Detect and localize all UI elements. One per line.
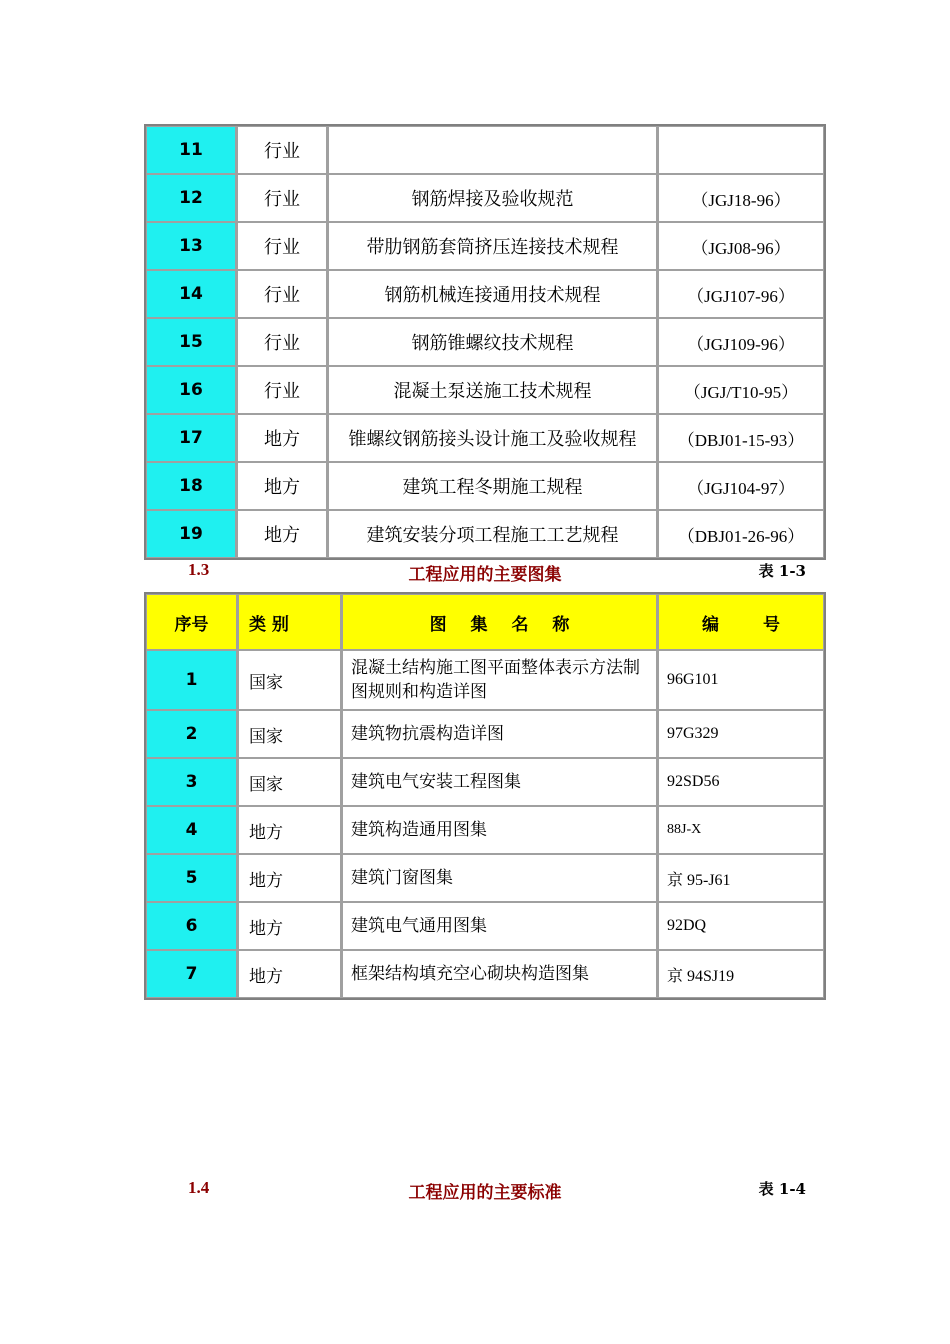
- standards-table-continued: [144, 124, 826, 560]
- table-row: [146, 950, 824, 998]
- row-name: 锥螺纹钢筋接头设计施工及验收规程: [327, 414, 657, 462]
- row-number: 16: [146, 366, 236, 414]
- row-code: 京 94SJ19: [657, 950, 824, 998]
- row-category: 国家: [237, 650, 341, 710]
- row-category: 国家: [237, 758, 341, 806]
- row-category: 行业: [236, 270, 327, 318]
- row-name: [327, 126, 657, 174]
- section-caption-1-4: [144, 1178, 826, 1204]
- table-label: 表 1-4: [758, 1180, 806, 1198]
- row-category: 地方: [236, 462, 327, 510]
- table-row: [146, 318, 824, 366]
- row-category: 地方: [237, 902, 341, 950]
- row-number: 14: [146, 270, 236, 318]
- row-number: 6: [146, 902, 237, 950]
- row-name: 混凝土泵送施工技术规程: [327, 366, 657, 414]
- row-code: （JGJ18-96）: [657, 174, 824, 222]
- row-category: 行业: [236, 222, 327, 270]
- table-row: [146, 854, 824, 902]
- row-code: （JGJ/T10-95）: [657, 366, 824, 414]
- row-name: 建筑电气通用图集: [341, 902, 657, 950]
- header-code: 编 号: [657, 594, 824, 650]
- row-category: 行业: [236, 126, 327, 174]
- row-name: 建筑工程冬期施工规程: [327, 462, 657, 510]
- row-category: 地方: [237, 806, 341, 854]
- row-number: 19: [146, 510, 236, 558]
- row-code: （DBJ01-15-93）: [657, 414, 824, 462]
- row-name: 建筑物抗震构造详图: [341, 710, 657, 758]
- table-row: [146, 710, 824, 758]
- row-number: 1: [146, 650, 237, 710]
- row-code: 92DQ: [657, 902, 824, 950]
- row-category: 地方: [236, 510, 327, 558]
- table-row: [146, 806, 824, 854]
- row-code: 京 95-J61: [657, 854, 824, 902]
- table-row: [146, 414, 824, 462]
- table-row: [146, 126, 824, 174]
- atlas-table: [144, 592, 826, 1000]
- table-header-row: [146, 594, 824, 650]
- row-number: 15: [146, 318, 236, 366]
- table-row: [146, 222, 824, 270]
- row-code: [657, 126, 824, 174]
- row-number: 11: [146, 126, 236, 174]
- table-row: [146, 462, 824, 510]
- row-name: 建筑门窗图集: [341, 854, 657, 902]
- row-number: 7: [146, 950, 237, 998]
- row-code: 88J-X: [657, 806, 824, 854]
- row-number: 4: [146, 806, 237, 854]
- row-name: 建筑安装分项工程施工工艺规程: [327, 510, 657, 558]
- row-category: 行业: [236, 366, 327, 414]
- row-category: 行业: [236, 318, 327, 366]
- header-number: 序号: [146, 594, 237, 650]
- section-number: 1.4: [188, 1178, 210, 1197]
- row-code: 96G101: [657, 650, 824, 710]
- section-number: 1.3: [188, 560, 210, 579]
- row-number: 3: [146, 758, 237, 806]
- row-name: 建筑构造通用图集: [341, 806, 657, 854]
- section-title: 工程应用的主要标准: [408, 1183, 562, 1203]
- row-category: 地方: [236, 414, 327, 462]
- section-caption-1-3: [144, 560, 826, 586]
- row-category: 行业: [236, 174, 327, 222]
- header-name: 图 集 名 称: [341, 594, 657, 650]
- row-code: （JGJ107-96）: [657, 270, 824, 318]
- row-category: 地方: [237, 854, 341, 902]
- row-name: 带肋钢筋套筒挤压连接技术规程: [327, 222, 657, 270]
- row-code: （DBJ01-26-96）: [657, 510, 824, 558]
- row-code: （JGJ104-97）: [657, 462, 824, 510]
- row-number: 5: [146, 854, 237, 902]
- row-code: 97G329: [657, 710, 824, 758]
- table-row: [146, 650, 824, 710]
- row-code: （JGJ08-96）: [657, 222, 824, 270]
- table-row: [146, 902, 824, 950]
- row-code: 92SD56: [657, 758, 824, 806]
- table-row: [146, 174, 824, 222]
- row-number: 12: [146, 174, 236, 222]
- table-label: 表 1-3: [758, 562, 806, 580]
- section-title: 工程应用的主要图集: [408, 565, 562, 585]
- table-row: [146, 510, 824, 558]
- table-row: [146, 270, 824, 318]
- row-number: 13: [146, 222, 236, 270]
- row-name: 钢筋锥螺纹技术规程: [327, 318, 657, 366]
- row-number: 18: [146, 462, 236, 510]
- row-name: 框架结构填充空心砌块构造图集: [341, 950, 657, 998]
- row-name: 钢筋机械连接通用技术规程: [327, 270, 657, 318]
- row-category: 地方: [237, 950, 341, 998]
- row-code: （JGJ109-96）: [657, 318, 824, 366]
- row-number: 17: [146, 414, 236, 462]
- row-name: 建筑电气安装工程图集: [341, 758, 657, 806]
- row-category: 国家: [237, 710, 341, 758]
- table-row: [146, 758, 824, 806]
- row-name: 钢筋焊接及验收规范: [327, 174, 657, 222]
- header-category: 类 别: [237, 594, 341, 650]
- row-name: 混凝土结构施工图平面整体表示方法制图规则和构造详图: [341, 650, 657, 710]
- table-row: [146, 366, 824, 414]
- row-number: 2: [146, 710, 237, 758]
